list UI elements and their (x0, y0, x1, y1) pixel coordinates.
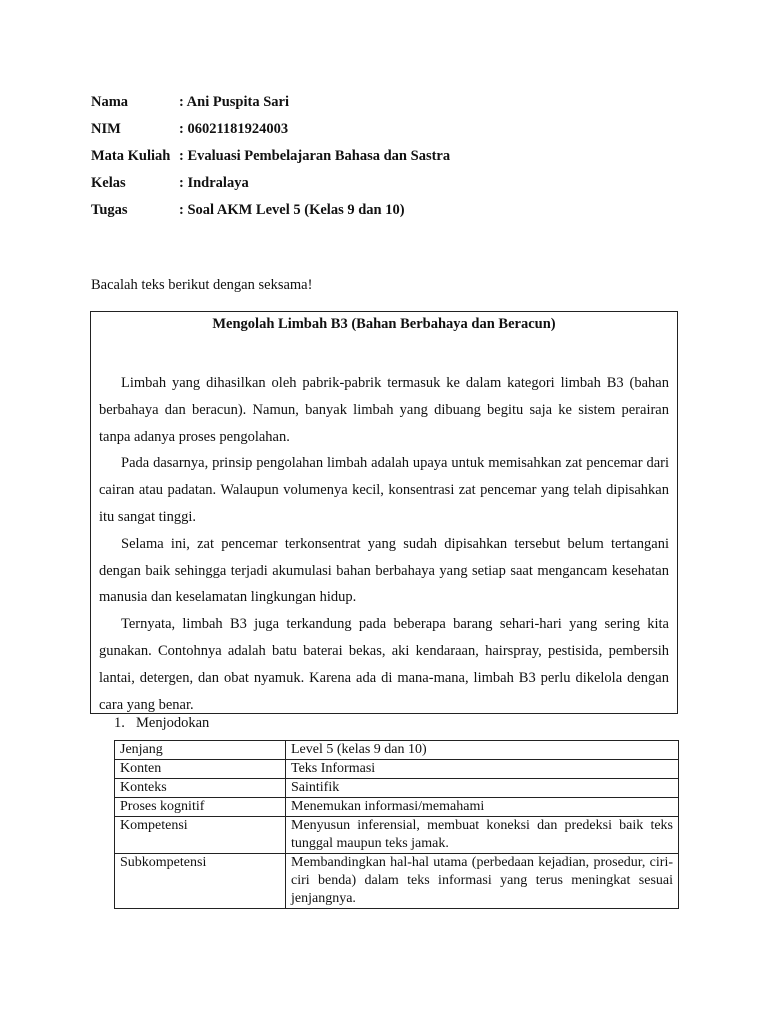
table-row (115, 854, 679, 909)
info-row-kelas (91, 173, 450, 200)
table-row (115, 798, 679, 817)
info-value: : Indralaya (179, 175, 249, 191)
instruction-text: Bacalah teks berikut dengan seksama! (91, 277, 313, 293)
table-key: Proses kognitif (115, 798, 286, 817)
info-label: Mata Kuliah (91, 148, 171, 164)
passage-title: Mengolah Limbah B3 (Bahan Berbahaya dan Beracun) (212, 316, 556, 332)
passage-paragraph: Pada dasarnya, prinsip pengolahan limbah adalah upaya untuk memisahkan zat pencemar dari cairan atau padatan. Walaupun volumenya kecil, konsentrasi zat pencemar yang telah dipisahkan itu sangat tinggi. (99, 455, 669, 525)
info-value: : 06021181924003 (179, 121, 289, 137)
info-label: Tugas (91, 202, 128, 218)
table-key: Jenjang (115, 741, 286, 760)
table-row (115, 741, 679, 760)
table-value: Menemukan informasi/memahami (286, 798, 679, 817)
passage-paragraph: Ternyata, limbah B3 juga terkandung pada beberapa barang sehari-hari yang sering kita gunakan. Contohnya adalah batu baterai bekas, aki kendaraan, hairspray, pestisida, pembersih lantai, detergen, dan obat nyamuk. Karena ada di mana-mana, limbah B3 perlu dikelola dengan cara yang benar. (99, 616, 669, 713)
info-label: NIM (91, 121, 121, 137)
table-value: Teks Informasi (286, 760, 679, 779)
question-number: 1. (114, 715, 125, 731)
info-label: Kelas (91, 175, 126, 191)
passage-paragraph: Selama ini, zat pencemar terkonsentrat yang sudah dipisahkan tersebut belum tertangani dengan baik sehingga terjadi akumulasi bahan berbahaya yang setiap saat mengancam kesehatan manusia dan keselamatan lingkungan hidup. (99, 535, 669, 606)
table-key: Konteks (115, 779, 286, 798)
info-row-mata-kuliah (91, 146, 450, 173)
table-value: Membandingkan hal-hal utama (perbedaan kejadian, prosedur, ciri-ciri benda) dalam teks informasi yang terus meningkat sesuai jenjangnya. (286, 854, 679, 909)
reading-passage-box (90, 311, 678, 714)
info-row-nim (91, 119, 450, 146)
table-row (115, 817, 679, 854)
info-value: : Evaluasi Pembelajaran Bahasa dan Sastra (179, 148, 451, 164)
table-value: Menyusun inferensial, membuat koneksi dan predeksi baik teks tunggal maupun teks jamak. (286, 817, 679, 854)
student-info (91, 92, 450, 227)
question-heading (114, 713, 209, 733)
table-key: Kompetensi (115, 817, 286, 854)
info-row-nama (91, 92, 450, 119)
passage-body (99, 370, 669, 718)
table-key: Subkompetensi (115, 854, 286, 909)
table-value: Saintifik (286, 779, 679, 798)
info-value: : Ani Puspita Sari (179, 94, 289, 110)
info-row-tugas (91, 200, 450, 227)
table-key: Konten (115, 760, 286, 779)
question-meta-table (114, 740, 679, 909)
info-value: : Soal AKM Level 5 (Kelas 9 dan 10) (179, 202, 405, 218)
table-row (115, 779, 679, 798)
info-label: Nama (91, 94, 129, 110)
passage-paragraph: Limbah yang dihasilkan oleh pabrik-pabrik termasuk ke dalam kategori limbah B3 (bahan berbahaya dan beracun). Namun, banyak limbah yang dibuang begitu saja ke sistem perairan tanpa adanya proses pengolahan. (99, 375, 669, 445)
question-label: Menjodokan (136, 715, 210, 731)
table-row (115, 760, 679, 779)
table-value: Level 5 (kelas 9 dan 10) (286, 741, 679, 760)
